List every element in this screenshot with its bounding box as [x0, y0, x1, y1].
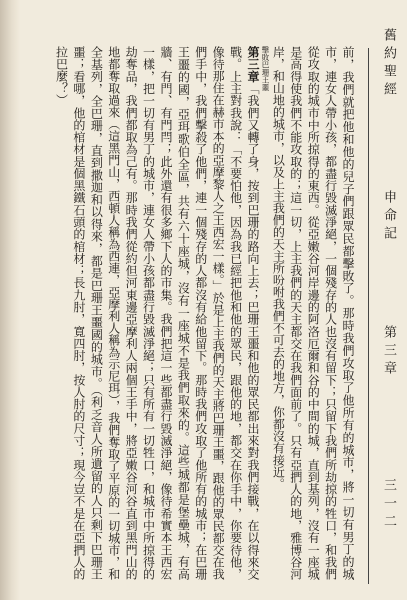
chapter-section: [52, 46, 261, 580]
book-title: 舊約聖經: [381, 28, 396, 100]
paragraph-2: 「我們又轉了身，按到巴珊的路向上去；巴珊王噩和他的眾民都出來對我們接戰，在以得來交戰。上主對我說：「不要怕他，因為我已經把他和他的眾民，跟他的地，都交在你手中，你要待他，像待那住在赫市本的亞摩黎人之王西宏一樣。」於是上主我們的天主將巴珊王噩，跟他的眾民都交在我們手中，我們擊殺了他們，連一個殘存的人都沒有給他留下。那時我們攻取了他所有的城市；在巴珊王噩的國，亞珥歌伯全區，共有六十座城，沒有一座城不是我們取來的。這些城都是堡壘城，有高牆、有門、有門閂；此外還有很多鄉下人的市集。我們把這一些都盡行毀滅淨絕，像待希實本王西宏一樣，把一切有男丁的城市，連女人帶小孩都盡行毀滅淨絕；只有所有一切牲口，和城市中所掠得的劫奪品，我們都取為己有。那時我們從約但河東邊亞摩利人兩個王手中，將亞嫩谷河谷直到黑門山的地都奪取過來（這黑門山，西頓人稱為西連，亞摩利人稱為示尼珥），我們奪取了平原的一切城市，和全基列，全巴珊，直到撒迦和以得來，都是巴珊王噩國的城市。（利乏音人所遺留的人只剩下巴珊王噩；看哪，他的棺材是個黑鐵石頭的棺材；長九肘，寬四肘，按人肘的尺寸；現今豈不是在亞捫人的拉巴麼？）: [54, 46, 260, 580]
page-number: 三一二: [381, 478, 396, 532]
chapter-label: 第三章: [381, 325, 396, 379]
section-heading: 第三章: [245, 46, 260, 83]
marginal-gloss: 擊敗巴珊王噩: [260, 46, 270, 91]
paragraph-1: 前，我們就把他和他的兒子們跟眾民都擊敗了。那時我們攻取了他所有的城市，將一切有男丁的城市，連女人帶小孩，都盡行毀滅淨絕，一個殘存的人也沒有留下；只留下我們所劫掠的牲口，和我們從攻取的城市中所掠得的東西。從亞嫩谷河岸邊的阿洛厄爾和谷的中間的城，直到基列，沒有一座城是高得使我們不能攻取的；這一切，上主我們的天主都交在我們面前了。只有亞捫人的地，雅博谷河岸，和山地的城市，以及上主我們的天主所吩咐我們不可去的地方，你都沒有接近。: [271, 46, 355, 580]
scripture-body: [8, 46, 356, 580]
header-divider: [368, 48, 369, 584]
book-name: 申命記: [381, 190, 396, 244]
